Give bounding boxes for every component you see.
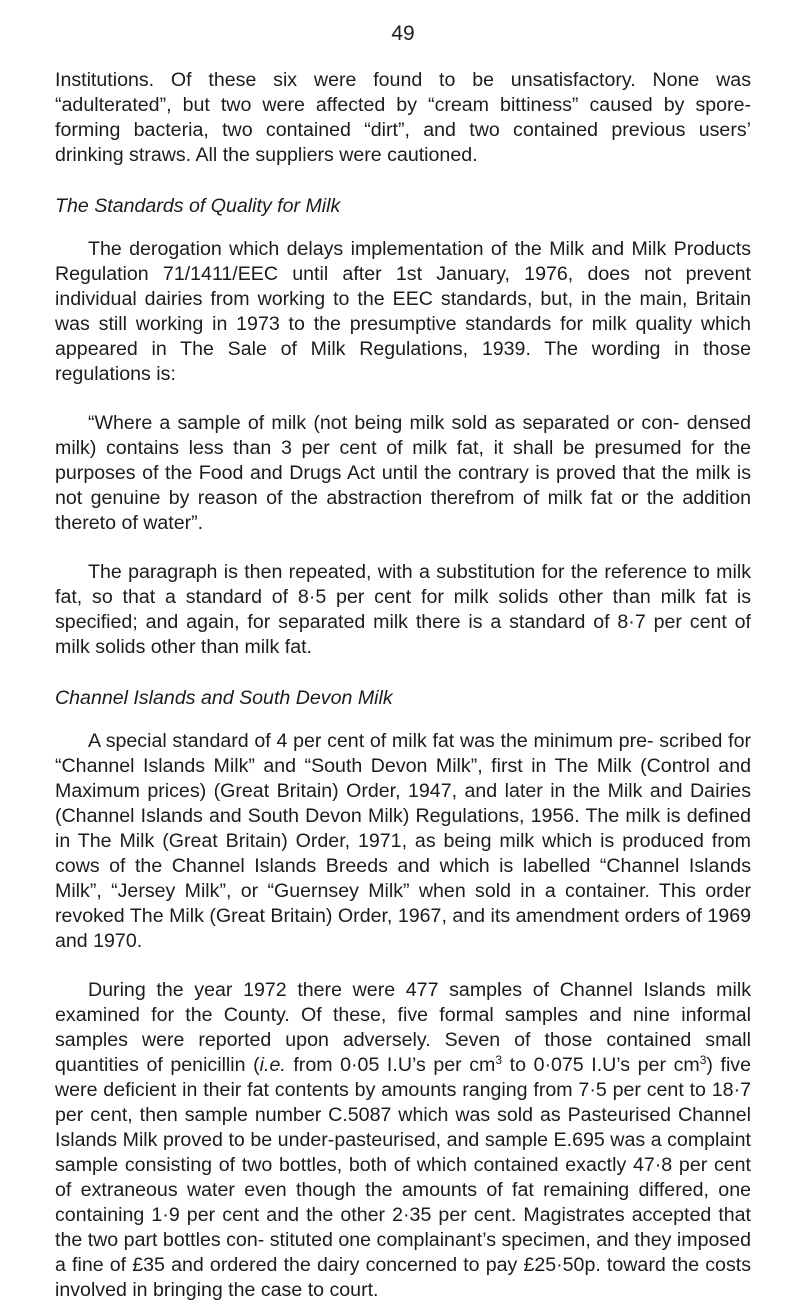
ie-abbreviation: i.e. <box>259 1054 286 1076</box>
heading-channel-islands-milk: Channel Islands and South Devon Milk <box>55 687 393 709</box>
superscript-cubed: 3 <box>699 1053 707 1067</box>
paragraph-special-standard: A special standard of 4 per cent of milk fat was the minimum pre- scribed for “Channel Islands Milk” and “South Devon Milk”, first in The Milk (Control and Maximum prices) (Great Britain) Order, 1947, and later in the Milk and Dairies (Channel Islands and South Devon Milk) Regulations, 1956. The milk is defined in The Milk (Great Britain) Order, 1971, as being milk which is produced from cows of the Channel Islands Breeds and which is labelled “Channel Islands Milk”, “Jersey Milk”, or “Guernsey Milk” when sold in a container. This order revoked The Milk (Great Britain) Order, 1967, and its amendment orders of 1969 and 1970. <box>55 730 751 952</box>
samples-text-d: ) five were deficient in their fat contents by amounts ranging from 7·5 per cent to 18·7 per cent, then sample number C.5087 which was sold as Pasteurised Channel Islands Milk proved to be under-pasteurised, and sample E.695 was a complaint sample consisting of two bottles, both of which contained exactly 47·8 per cent of extraneous water even though the amounts of fat remaining differed, one containing 1·9 per cent and the other 2·35 per cent. Magistrates accepted that the two part bottles con- stituted one complainant’s specimen, and they imposed a fine of £35 and ordered the dairy concerned to pay £25·50p. toward the costs involved in bringing the case to court. <box>55 1054 751 1301</box>
page-number: 49 <box>391 22 415 45</box>
heading-standards-of-quality: The Standards of Quality for Milk <box>55 195 341 217</box>
paragraph-derogation: The derogation which delays implementation of the Milk and Milk Products Regulation 71/1411/EEC until after 1st January, 1976, does not prevent individual dairies from working to the EEC standards, but, in the main, Britain was still working in 1973 to the presumptive standards for milk quality which appeared in The Sale of Milk Regulations, 1939. The wording in those regulations is: <box>55 238 751 385</box>
samples-text-b: from 0·05 I.U’s per cm <box>285 1054 496 1076</box>
paragraph-samples-1972 <box>55 978 751 1303</box>
samples-text-c: to 0·075 I.U’s per cm <box>502 1054 700 1076</box>
paragraph-milk-solids-standard: The paragraph is then repeated, with a substitution for the reference to milk fat, so that a standard of 8·5 per cent for milk solids other than milk fat is specified; and again, for separated milk there is a standard of 8·7 per cent of milk solids other than milk fat. <box>55 561 751 658</box>
quoted-regulation: “Where a sample of milk (not being milk sold as separated or con- densed milk) contains less than 3 per cent of milk fat, it shall be presumed for the purposes of the Food and Drugs Act until the contrary is proved that the milk is not genuine by reason of the abstraction therefrom of milk fat or the addition thereto of water”. <box>55 412 751 534</box>
superscript-cubed: 3 <box>495 1053 503 1067</box>
samples-text-a: During the year 1972 there were 477 samples of Channel Islands milk examined for the County. Of these, five formal samples and nine informal samples were reported upon adversely. Seven of those contained small quantities of penicillin ( <box>55 979 751 1076</box>
paragraph-institutions: Institutions. Of these six were found to be unsatisfactory. None was “adulterated”, but two were affected by “cream bittiness” caused by spore-forming bacteria, two contained “dirt”, and two contained previous users’ drinking straws. All the suppliers were cautioned. <box>55 69 751 166</box>
